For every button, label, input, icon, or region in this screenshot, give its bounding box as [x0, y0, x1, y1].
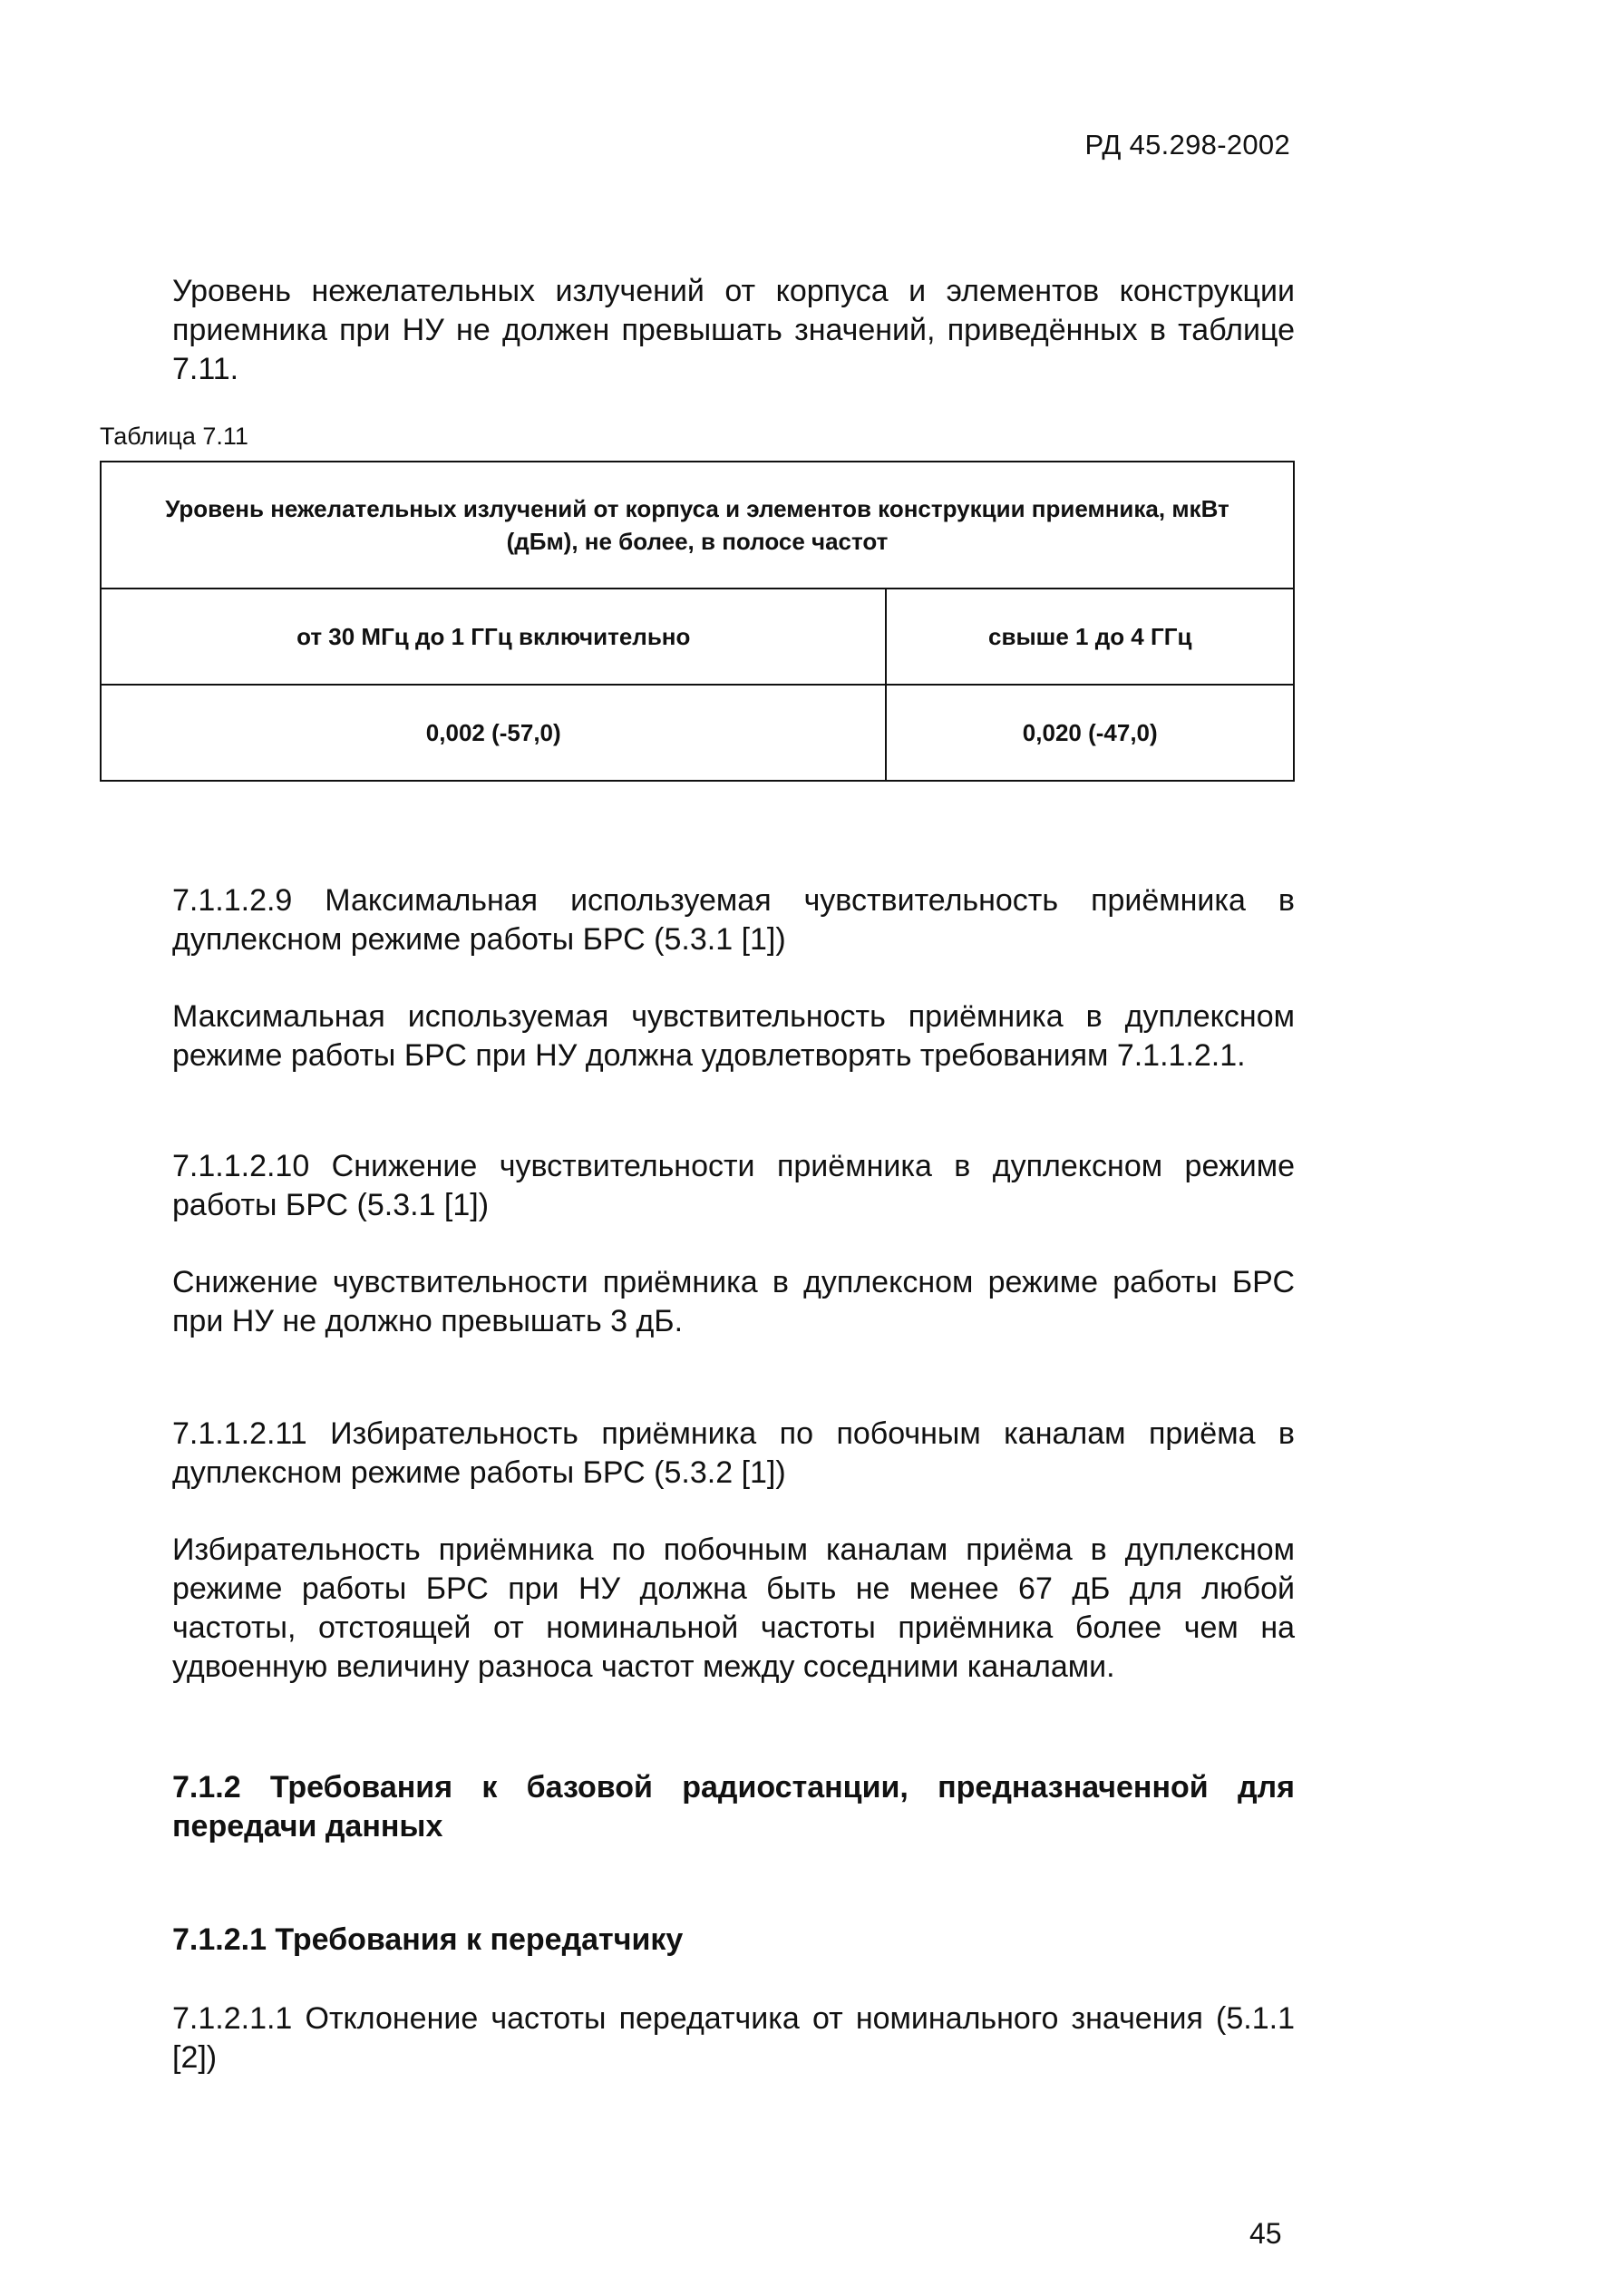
section-title-7-1-2-1-1: 7.1.2.1.1 Отклонение частоты передатчика от номинального значения (5.1.1 [2]): [172, 2001, 1295, 2075]
document-header: РД 45.298-2002: [1084, 129, 1290, 161]
page-number: 45: [1249, 2217, 1282, 2250]
section-text-7-1-1-2-11: Избирательность приёмника по побочным каналам приёма в дуплексном режиме работы БРС при НУ должна быть не менее 67 дБ для любой частоты, отстоящей от номинальной частоты приёмника более чем на удвоенную величину разноса частот между соседними каналами.: [172, 1532, 1295, 1684]
table-column-header-2: свыше 1 до 4 ГГц: [886, 589, 1294, 685]
section-title-7-1-1-2-9: 7.1.1.2.9 Максимальная используемая чувствительность приёмника в дуплексном режиме работы БРС (5.3.1 [1]): [172, 883, 1295, 957]
table-column-header-1: от 30 МГц до 1 ГГц включительно: [101, 589, 886, 685]
section-title-7-1-2-1: 7.1.2.1 Требования к передатчику: [172, 1922, 684, 1957]
table-value-1: 0,002 (-57,0): [101, 685, 886, 781]
section-text-7-1-1-2-9: Максимальная используемая чувствительность приёмника в дуплексном режиме работы БРС при НУ должна удовлетворять требованиям 7.1.1.2.1.: [172, 999, 1295, 1073]
emission-table: [100, 461, 1295, 782]
section-text-7-1-1-2-10: Снижение чувствительности приёмника в дуплексном режиме работы БРС при НУ не должно превышать 3 дБ.: [172, 1265, 1295, 1338]
intro-paragraph: Уровень нежелательных излучений от корпуса и элементов конструкции приемника при НУ не должен превышать значений, приведённых в таблице 7.11.: [172, 274, 1295, 386]
section-title-7-1-1-2-10: 7.1.1.2.10 Снижение чувствительности приёмника в дуплексном режиме работы БРС (5.3.1 [1]): [172, 1149, 1295, 1222]
section-title-7-1-2: 7.1.2 Требования к базовой радиостанции, предназначенной для передачи данных: [172, 1770, 1295, 1844]
table-title: Уровень нежелательных излучений от корпуса и элементов конструкции приемника, мкВт (дБм), не более, в полосе частот: [101, 462, 1294, 589]
section-title-7-1-1-2-11: 7.1.1.2.11 Избирательность приёмника по побочным каналам приёма в дуплексном режиме работы БРС (5.3.2 [1]): [172, 1416, 1295, 1490]
table-caption: Таблица 7.11: [100, 423, 248, 450]
table-value-2: 0,020 (-47,0): [886, 685, 1294, 781]
